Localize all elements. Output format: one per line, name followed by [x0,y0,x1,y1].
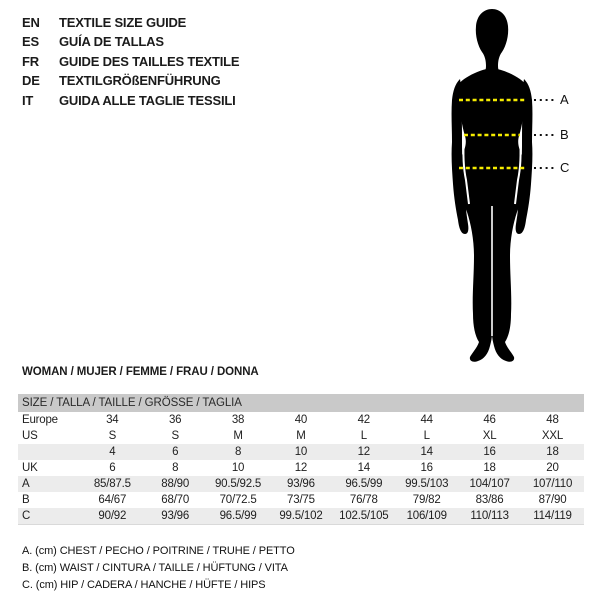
hip-letter-label: C [560,160,570,175]
table-cell: S [108,430,117,442]
table-cell: M [296,430,306,442]
size-row-chest-a [18,476,584,492]
language-code: ES [22,34,39,50]
table-cell: 107/110 [521,476,584,492]
size-table-header-row [18,394,584,412]
size-row-hip-c [18,508,584,524]
table-cell: 104/107 [458,476,521,492]
legend-hip: C. (cm) HIP / CADERA / HANCHE / HÜFTE / HIPS [22,579,266,591]
table-cell: 14 [395,444,458,460]
language-row-fr [22,52,239,71]
row-label: US [22,430,38,442]
table-cell: 68/70 [161,494,190,506]
table-cell: 12 [294,462,308,474]
table-cell: 42 [357,414,371,426]
table-cell: 44 [420,414,433,426]
waist-letter-label: B [560,127,569,142]
size-row-uk [18,460,584,476]
row-label [18,444,81,460]
table-cell: 18 [483,462,496,474]
size-row-europe [18,412,584,428]
language-code: DE [22,73,40,89]
guide-title: TEXTILE SIZE GUIDE [59,15,187,30]
table-cell: 36 [168,414,182,426]
table-cell: 16 [420,462,433,474]
table-cell: 20 [546,462,559,474]
table-cell: 93/96 [144,508,207,524]
language-row-it [22,91,239,110]
row-label: C [18,508,81,524]
row-label: Europe [22,414,58,426]
legend-waist: B. (cm) WAIST / CINTURA / TAILLE / HÜFTUNG / VITA [22,562,288,574]
table-cell: 12 [332,444,395,460]
table-cell: 102.5/105 [332,508,395,524]
guide-title: GUIDA ALLE TAGLIE TESSILI [59,92,236,108]
table-cell: XL [482,430,497,442]
table-cell: L [423,430,430,442]
table-cell: 40 [294,414,308,426]
measurement-legend [22,543,295,594]
woman-silhouette-figure [440,6,590,366]
table-cell: 90.5/92.5 [207,476,270,492]
size-row-us [18,428,584,444]
table-cell: 18 [521,444,584,460]
language-row-de [22,71,239,90]
table-cell: 4 [81,444,144,460]
legend-chest: A. (cm) CHEST / PECHO / POITRINE / TRUHE / PETTO [22,545,295,557]
table-cell: 76/78 [349,494,378,506]
table-cell: 14 [357,462,371,474]
row-label: B [22,494,30,506]
table-cell: 96.5/99 [332,476,395,492]
size-table-header: SIZE / TALLA / TAILLE / GRÖSSE / TAGLIA [18,394,584,412]
chest-letter-label: A [560,92,569,107]
table-cell: 34 [106,414,119,426]
table-cell: L [360,430,367,442]
language-code: FR [22,53,39,69]
table-cell: 99.5/102 [270,508,333,524]
table-cell: 8 [172,462,179,474]
table-cell: S [171,430,179,442]
table-cell: 73/75 [287,494,315,506]
table-cell: 106/109 [395,508,458,524]
guide-title: GUÍA DE TALLAS [59,34,164,50]
table-cell: 83/86 [475,494,504,506]
table-cell: 87/90 [538,494,567,506]
table-cell: 70/72.5 [219,494,257,506]
table-cell: 6 [144,444,207,460]
table-cell: 64/67 [98,494,127,506]
table-cell: 6 [109,462,116,474]
table-cell: 38 [231,414,245,426]
table-cell: 46 [483,414,496,426]
table-cell: 10 [231,462,245,474]
row-label: A [18,476,81,492]
table-cell: 88/90 [144,476,207,492]
guide-title: TEXTILGRÖßENFÜHRUNG [59,73,221,89]
language-row-en [22,13,239,32]
size-row-us-numeric [18,444,584,460]
table-cell: 93/96 [270,476,333,492]
language-guide-list [22,13,239,110]
head-shape [476,9,508,78]
table-cell: 8 [207,444,270,460]
table-cell: 79/82 [412,494,441,506]
size-row-waist-b [18,492,584,508]
table-cell: 114/119 [521,508,584,524]
language-code: IT [22,92,34,108]
silhouette-svg [440,6,590,366]
table-cell: 90/92 [81,508,144,524]
woman-section-title: WOMAN / MUJER / FEMME / FRAU / DONNA [22,366,259,378]
table-cell: 99.5/103 [395,476,458,492]
table-cell: 110/113 [458,508,521,524]
table-cell: XXL [541,430,564,442]
table-cell: 48 [546,414,559,426]
language-code: EN [22,15,40,30]
table-cell: 85/87.5 [81,476,144,492]
table-cell: 16 [458,444,521,460]
language-row-es [22,32,239,51]
row-label: UK [22,462,38,474]
leader-lines [534,100,554,168]
table-cell: 10 [270,444,333,460]
table-cell: M [233,430,243,442]
table-cell: 96.5/99 [207,508,270,524]
guide-title: GUIDE DES TAILLES TEXTILE [59,53,240,69]
size-table [18,394,584,525]
